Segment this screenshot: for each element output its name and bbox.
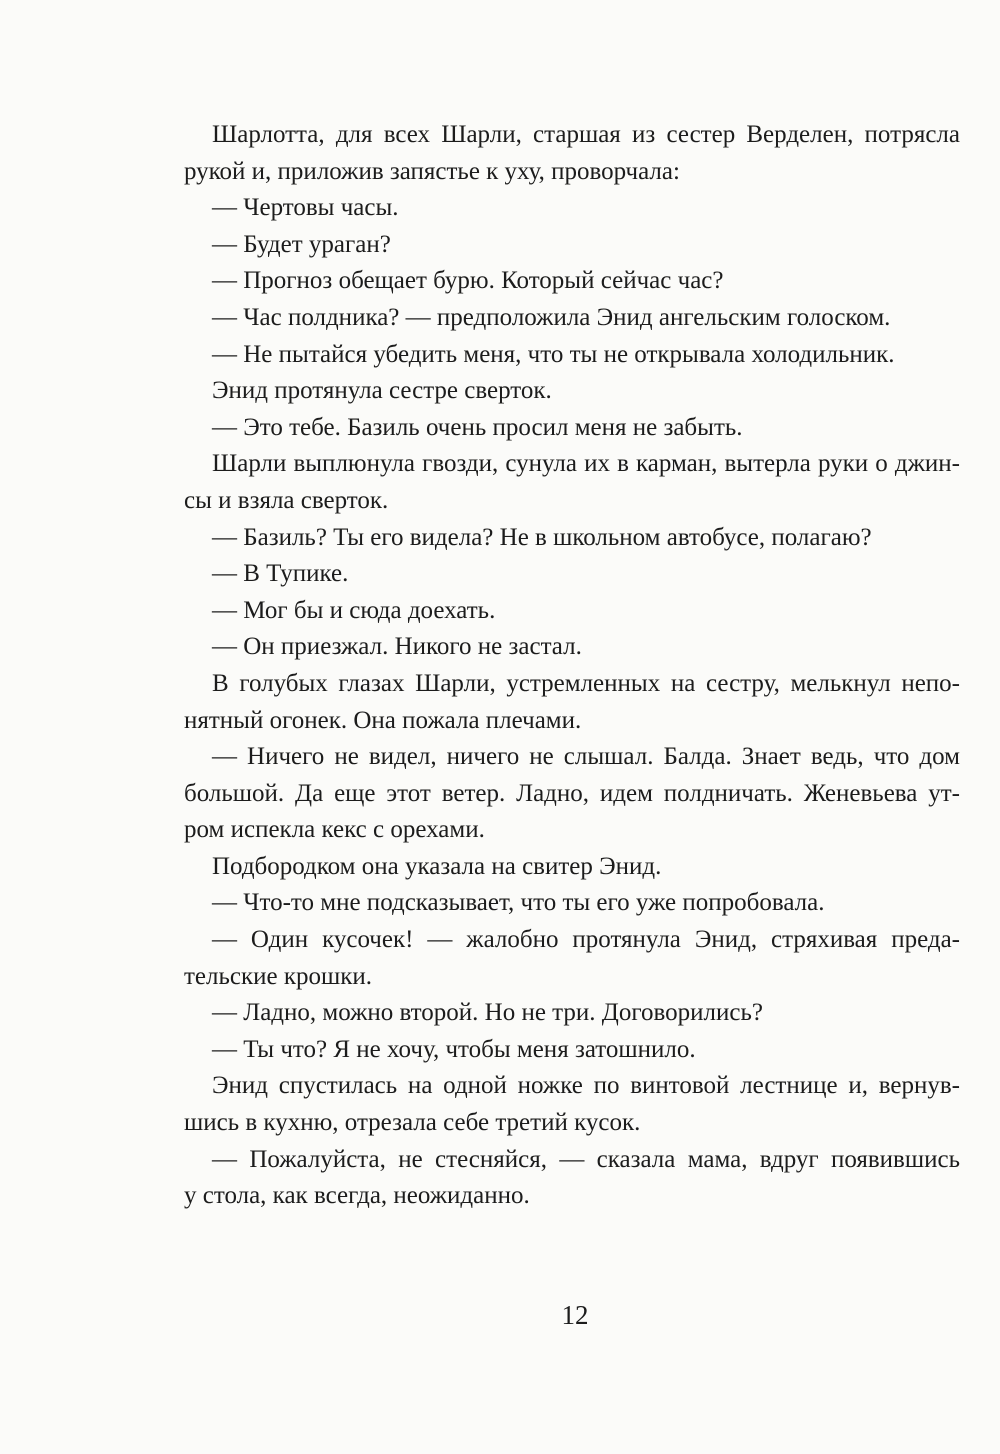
text-line: шись в кухню, отрезала себе третий кусок. [184, 1109, 641, 1137]
text-line: Подбородком она указала на свитер Энид. [212, 852, 662, 880]
text-line: В голубых глазах Шарли, устремленных на сестру, мелькнул непо- [212, 669, 960, 697]
text-line: — Ладно, можно второй. Но не три. Договорились? [212, 999, 763, 1027]
text-line: у стола, как всегда, неожиданно. [184, 1182, 530, 1210]
text-line: нятный огонек. Она пожала плечами. [184, 706, 582, 734]
text-line: — Ничего не видел, ничего не слышал. Балда. Знает ведь, что дом [212, 743, 960, 771]
text-line: — Он приезжал. Никого не застал. [212, 633, 582, 661]
text-line: — Один кусочек! — жалобно протянула Энид, стряхивая преда- [212, 926, 960, 954]
text-line: — Ты что? Я не хочу, чтобы меня затошнило. [212, 1035, 696, 1063]
text-line: Шарлотта, для всех Шарли, старшая из сестер Верделен, потрясла [212, 121, 960, 148]
text-line: — Что-то мне подсказывает, что ты его уже попробовала. [212, 889, 825, 917]
text-line: Энид протянула сестре сверток. [212, 377, 552, 405]
text-line: — В Тупике. [212, 560, 349, 588]
text-line: — Чертовы часы. [212, 194, 399, 222]
text-line: Шарли выплюнула гвозди, сунула их в карман, вытерла руки о джин- [212, 450, 960, 478]
text-line: Энид спустилась на одной ножке по винтовой лестнице и, вернув- [212, 1072, 960, 1100]
text-line: — Не пытайся убедить меня, что ты не открывала холодильник. [212, 340, 895, 368]
text-line: — Базиль? Ты его видела? Не в школьном автобусе, полагаю? [212, 523, 872, 551]
text-line: — Пожалуйста, не стесняйся, — сказала мама, вдруг появившись [212, 1145, 960, 1173]
text-line: ром испекла кекс с орехами. [184, 816, 485, 844]
text-line: — Час полдника? — предположила Энид ангельским голоском. [212, 303, 891, 331]
body-text [184, 117, 960, 1215]
text-line: сы и взяла сверток. [184, 486, 389, 514]
text-line: — Мог бы и сюда доехать. [212, 596, 496, 624]
text-line: — Это тебе. Базиль очень просил меня не забыть. [212, 413, 743, 441]
text-line: — Прогноз обещает бурю. Который сейчас час? [212, 267, 724, 295]
text-line: тельские крошки. [184, 962, 373, 990]
page-number: 12 [561, 1300, 589, 1330]
text-line: большой. Да еще этот ветер. Ладно, идем полдничать. Женевьева ут- [184, 779, 960, 807]
text-line: рукой и, приложив запястье к уху, проворчала: [184, 157, 680, 185]
text-line: — Будет ураган? [212, 230, 391, 258]
